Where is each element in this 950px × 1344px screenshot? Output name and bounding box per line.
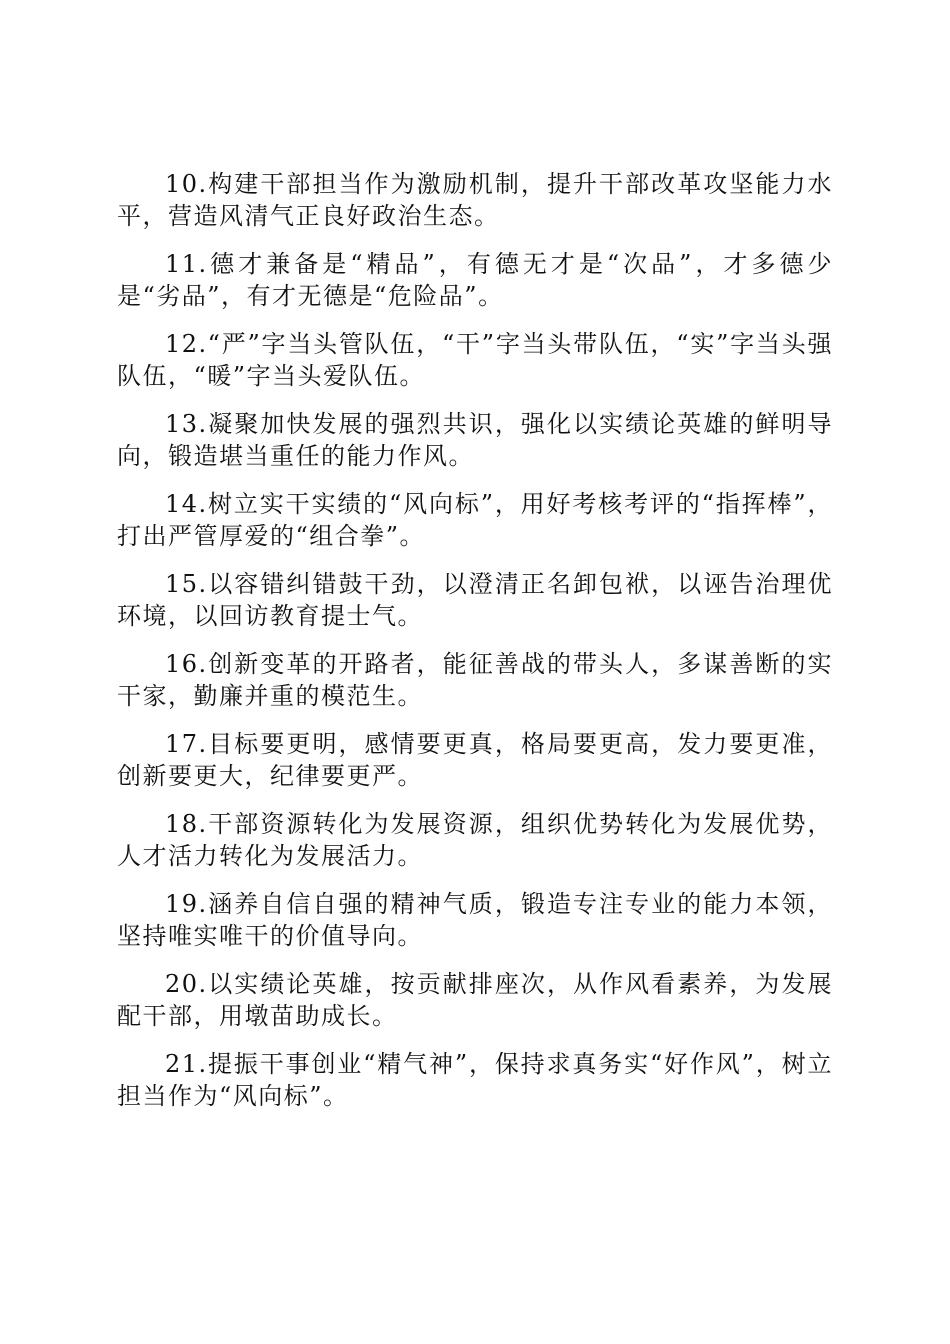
paragraph-11: 11.德才兼备是“精品”，有德无才是“次品”，才多德少是“劣品”，有才无德是“危险品”。 <box>117 250 833 310</box>
paragraph-19: 19.涵养自信自强的精神气质，锻造专注专业的能力本领，坚持唯实唯干的价值导向。 <box>117 890 833 950</box>
paragraph-17: 17.目标要更明，感情要更真，格局要更高，发力要更准，创新要更大，纪律要更严。 <box>117 730 833 790</box>
paragraph-18: 18.干部资源转化为发展资源，组织优势转化为发展优势，人才活力转化为发展活力。 <box>117 810 833 870</box>
paragraph-21: 21.提振干事创业“精气神”，保持求真务实“好作风”，树立担当作为“风向标”。 <box>117 1050 833 1110</box>
document-body <box>117 168 833 1128</box>
paragraph-15: 15.以容错纠错鼓干劲，以澄清正名卸包袱，以诬告治理优环境，以回访教育提士气。 <box>117 570 833 630</box>
paragraph-12: 12.“严”字当头管队伍，“干”字当头带队伍，“实”字当头强队伍，“暖”字当头爱队伍。 <box>117 330 833 390</box>
paragraph-20: 20.以实绩论英雄，按贡献排座次，从作风看素养，为发展配干部，用墩苗助成长。 <box>117 970 833 1030</box>
paragraph-16: 16.创新变革的开路者，能征善战的带头人，多谋善断的实干家，勤廉并重的模范生。 <box>117 650 833 710</box>
paragraph-14: 14.树立实干实绩的“风向标”，用好考核考评的“指挥棒”，打出严管厚爱的“组合拳”。 <box>117 490 833 550</box>
paragraph-13: 13.凝聚加快发展的强烈共识，强化以实绩论英雄的鲜明导向，锻造堪当重任的能力作风。 <box>117 410 833 470</box>
paragraph-10: 10.构建干部担当作为激励机制，提升干部改革攻坚能力水平，营造风清气正良好政治生态。 <box>117 170 833 230</box>
